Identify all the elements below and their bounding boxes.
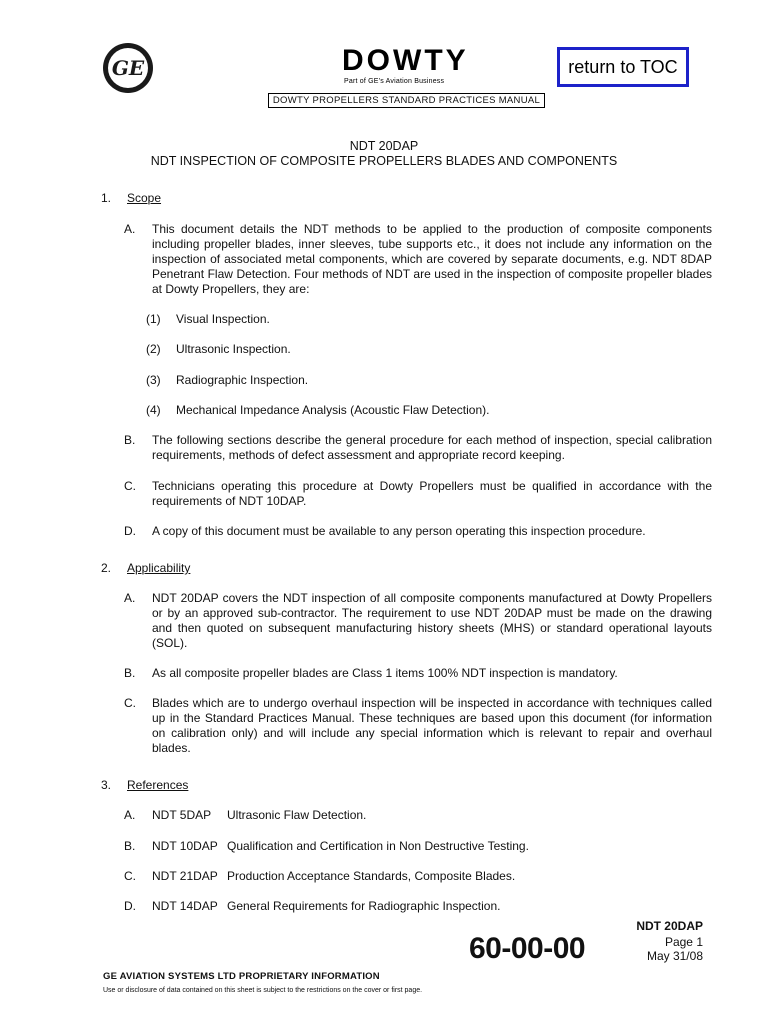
item-letter: C. xyxy=(124,479,136,493)
scope-paragraph-a: This document details the NDT methods to be applied to the production of composite components including propeller blades, inner sleeves, tube supports etc., it does not include any information on the inspection of associated metal components, which are covered by separate documents, e.g. NDT 8DAP Penetrant Flaw Detection. Four methods of NDT are used in the inspection of composite propeller blades at Dowty Propellers, they are: xyxy=(152,222,712,296)
return-to-toc-button[interactable]: return to TOC xyxy=(557,47,689,87)
list-item: Ultrasonic Inspection. xyxy=(176,342,291,356)
item-letter: B. xyxy=(124,666,136,680)
reference-title: Production Acceptance Standards, Composite Blades. xyxy=(227,869,516,883)
reference-code: NDT 10DAP xyxy=(152,839,218,853)
item-letter: B. xyxy=(124,433,136,447)
dowty-tagline: Part of GE's Aviation Business xyxy=(344,78,445,85)
dowty-logo: DOWTY xyxy=(342,44,469,77)
list-item: Radiographic Inspection. xyxy=(176,373,309,387)
ge-monogram-icon xyxy=(102,42,154,94)
manual-title: DOWTY PROPELLERS STANDARD PRACTICES MANUAL xyxy=(268,93,545,108)
list-number: (3) xyxy=(146,373,161,387)
reference-title: General Requirements for Radiographic Inspection. xyxy=(227,899,501,913)
disclosure-notice: Use or disclosure of data contained on this sheet is subject to the restrictions on the cover or first page. xyxy=(103,987,423,994)
item-letter: D. xyxy=(124,524,136,538)
list-item: Visual Inspection. xyxy=(176,312,270,326)
reference-code: NDT 14DAP xyxy=(152,899,218,913)
page-number: Page 1 xyxy=(664,935,703,949)
item-letter: B. xyxy=(124,839,136,853)
scope-paragraph-d: A copy of this document must be available to any person operating this inspection procedure. xyxy=(152,524,646,538)
section-heading-applicability: Applicability xyxy=(127,561,191,575)
ge-logo xyxy=(102,42,154,94)
proprietary-notice: GE AVIATION SYSTEMS LTD PROPRIETARY INFORMATION xyxy=(103,971,380,982)
section-number: 3. xyxy=(101,778,112,792)
list-number: (2) xyxy=(146,342,161,356)
item-letter: C. xyxy=(124,869,136,883)
chapter-number: 60-00-00 xyxy=(469,932,586,965)
list-number: (4) xyxy=(146,403,161,417)
section-number: 2. xyxy=(101,561,112,575)
section-heading-references: References xyxy=(127,778,189,792)
applicability-paragraph-b: As all composite propeller blades are Class 1 items 100% NDT inspection is mandatory. xyxy=(152,666,618,680)
scope-paragraph-c: Technicians operating this procedure at Dowty Propellers must be qualified in accordance with the requirements of NDT 10DAP. xyxy=(152,479,712,508)
item-letter: A. xyxy=(124,808,136,822)
reference-code: NDT 5DAP xyxy=(152,808,212,822)
scope-paragraph-b: The following sections describe the general procedure for each method of inspection, special calibration requirements, methods of defect assessment and appropriate record keeping. xyxy=(152,433,712,462)
item-letter: A. xyxy=(124,222,136,236)
document-title: NDT INSPECTION OF COMPOSITE PROPELLERS BLADES AND COMPONENTS xyxy=(150,154,618,168)
footer-document-code: NDT 20DAP xyxy=(636,919,703,933)
reference-title: Qualification and Certification in Non Destructive Testing. xyxy=(227,839,529,853)
document-code: NDT 20DAP xyxy=(349,139,419,153)
item-letter: C. xyxy=(124,696,136,710)
reference-title: Ultrasonic Flaw Detection. xyxy=(227,808,367,822)
reference-code: NDT 21DAP xyxy=(152,869,218,883)
section-heading-scope: Scope xyxy=(127,191,162,205)
list-number: (1) xyxy=(146,312,161,326)
applicability-paragraph-a: NDT 20DAP covers the NDT inspection of all composite components manufactured at Dowty Propellers or by an approved sub-contractor. The requirement to use NDT 20DAP must be made on the drawing and then quoted on subsequent manufacturing history sheets (MHS) or standard operational layouts (SOL). xyxy=(152,591,712,650)
applicability-paragraph-c: Blades which are to undergo overhaul inspection will be inspected in accordance with techniques called up in the Standard Practices Manual. These techniques are based upon this document (for information on calibration only) and will include any special information which is relevant to repair and overhaul blades. xyxy=(152,696,712,755)
list-item: Mechanical Impedance Analysis (Acoustic Flaw Detection). xyxy=(176,403,490,417)
svg-text:GE: GE xyxy=(111,56,145,80)
page-date: May 31/08 xyxy=(646,949,703,963)
section-number: 1. xyxy=(101,191,112,205)
item-letter: D. xyxy=(124,899,136,913)
item-letter: A. xyxy=(124,591,136,605)
